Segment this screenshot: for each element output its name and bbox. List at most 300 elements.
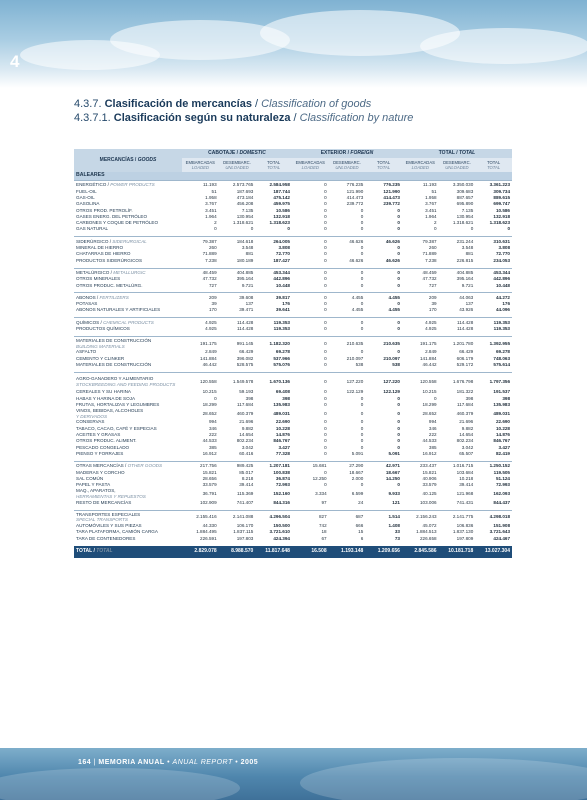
- table-cell: 12.250: [312, 475, 327, 481]
- table-cell: 2.155.416: [182, 510, 219, 523]
- table-cell: 10.586: [495, 207, 510, 213]
- table-cell: 1.514: [365, 510, 402, 523]
- table-cell: 1.958: [425, 194, 437, 200]
- total-cell: 2.845.586: [402, 546, 439, 558]
- table-cell: 3.767: [205, 201, 217, 207]
- table-cell: 7.135: [241, 207, 254, 213]
- goods-column-header: MERCANCÍAS / GOODS: [74, 149, 182, 172]
- total-cell: 8.988.570: [219, 546, 256, 558]
- table-cell: 117.684: [237, 401, 254, 407]
- table-cell: 991.145: [219, 336, 256, 349]
- table-cell: 210.635: [329, 336, 366, 349]
- table-cell: 3.042: [241, 444, 254, 450]
- table-cell: 0: [360, 251, 364, 257]
- table-cell: 844.437: [493, 499, 510, 505]
- table-cell: 414.473: [346, 194, 364, 200]
- row-label: CEREALES Y SU HARINA: [76, 389, 131, 395]
- footer-text: 164 | MEMORIA ANUAL • ANUAL REPORT • 2005: [78, 759, 259, 766]
- table-cell: 222: [208, 432, 217, 438]
- table-cell: 1.964: [205, 213, 217, 219]
- table-cell: 0: [397, 251, 400, 257]
- table-cell: 226.658: [419, 535, 437, 541]
- table-cell: 260: [428, 245, 437, 251]
- table-cell: 209: [402, 293, 439, 301]
- table-cell: 0: [397, 220, 400, 226]
- table-cell: 127.220: [329, 373, 366, 390]
- table-cell: 748.063: [493, 355, 510, 361]
- row-label: VINOS, BEBIDAS, ALCOHOLES Y DERIVADOS: [76, 407, 144, 419]
- table-cell: 0: [324, 220, 327, 226]
- table-cell: 4.925: [205, 325, 217, 331]
- total-cell: 11.817.648: [255, 546, 292, 558]
- table-cell: 120.558: [402, 373, 439, 390]
- table-cell: 844.316: [273, 499, 290, 505]
- table-cell: 141.884: [200, 355, 217, 361]
- table-cell: 398: [502, 395, 510, 401]
- table-cell: 117.684: [456, 401, 474, 407]
- table-cell: 10.228: [275, 425, 290, 431]
- table-cell: 39.414: [239, 482, 254, 488]
- table-cell: 3.361.223: [475, 181, 512, 189]
- table-cell: 0: [360, 301, 364, 307]
- row-label: METALÚRGICO / METALLURGIC: [74, 268, 182, 276]
- table-cell: 72.770: [495, 251, 510, 257]
- row-label: AGRO-GANADERO Y ALIMENTARIO STOCKBREEDING AND FEEDING PRODUCTS: [74, 373, 182, 390]
- table-cell: 0: [292, 318, 329, 326]
- table-cell: 1.676.798: [439, 373, 476, 390]
- table-cell: 46.442: [422, 362, 437, 368]
- table-cell: 28.656: [202, 475, 217, 481]
- table-cell: 0: [324, 251, 327, 257]
- table-cell: 989.425: [219, 461, 256, 469]
- table-cell: 528.575: [236, 362, 254, 368]
- table-cell: 4.455: [365, 293, 402, 301]
- footer-page-number: 164: [78, 759, 92, 766]
- table-cell: 197.809: [456, 535, 474, 541]
- table-cell: 460.379: [456, 410, 474, 416]
- table-cell: 48.459: [182, 268, 219, 276]
- category-row: [74, 237, 512, 245]
- table-cell: 0: [324, 194, 327, 200]
- header-sky-banner: [0, 0, 587, 88]
- table-cell: 0: [324, 432, 327, 438]
- table-cell: 776.235: [365, 181, 402, 189]
- row-label: POTASAS: [76, 301, 98, 307]
- table-cell: 170: [208, 307, 217, 313]
- table-cell: 0: [287, 226, 290, 232]
- table-cell: 0: [360, 410, 364, 416]
- table-cell: 51: [211, 188, 217, 194]
- table-cell: 7.135: [461, 207, 474, 213]
- table-cell: 575.614: [493, 362, 510, 368]
- footer-title-es: MEMORIA ANUAL: [98, 759, 165, 766]
- table-cell: 0: [397, 325, 400, 331]
- row-label: TABACO, CACAO, CAFÉ Y ESPECIAS: [76, 425, 157, 431]
- table-cell: 0: [397, 301, 400, 307]
- footer-year: 2005: [240, 759, 259, 766]
- table-cell: 0: [397, 245, 400, 251]
- table-cell: 0: [360, 438, 364, 444]
- table-cell: 46.626: [385, 257, 400, 263]
- table-cell: 0: [324, 419, 327, 425]
- table-cell: 309.683: [456, 188, 474, 194]
- table-cell: 424.394: [273, 535, 290, 541]
- table-cell: 1.182.320: [255, 336, 292, 349]
- table-cell: 699.747: [493, 201, 510, 207]
- table-cell: 114.428: [219, 318, 256, 326]
- table-cell: 47.732: [202, 276, 217, 282]
- table-cell: 4.925: [182, 318, 219, 326]
- table-cell: 727: [208, 282, 217, 288]
- row-label: GAS-OIL: [76, 194, 95, 200]
- row-label: CHATARRAS DE HIERRO: [76, 251, 131, 257]
- table-cell: 889.615: [493, 194, 510, 200]
- table-cell: 121.968: [456, 490, 474, 496]
- table-cell: 187.744: [273, 188, 290, 194]
- table-cell: 881: [245, 251, 254, 257]
- table-cell: 346: [208, 425, 217, 431]
- row-label: PRODUCTOS QUÍMICOS: [76, 325, 130, 331]
- table-cell: 1.318.621: [452, 220, 474, 226]
- table-cell: 5.091: [388, 450, 400, 456]
- table-cell: 222: [428, 432, 437, 438]
- table-cell: 39: [211, 301, 217, 307]
- table-cell: 10.448: [495, 282, 510, 288]
- table-cell: 442.896: [273, 276, 290, 282]
- table-cell: 1.392.955: [475, 336, 512, 349]
- table-cell: 0: [360, 325, 364, 331]
- table-cell: 309.734: [493, 188, 510, 194]
- total-cell: 10.181.718: [439, 546, 476, 558]
- table-cell: 176: [502, 301, 510, 307]
- table-cell: 0: [470, 226, 474, 232]
- heading-classification-nature: 4.3.7.1. Clasificación según su naturaleza / Classification by nature: [74, 112, 414, 124]
- row-label: ABONOS NATURALES Y ARTIFICIALES: [76, 307, 161, 313]
- category-row: [74, 318, 512, 326]
- table-cell: 10.215: [202, 389, 217, 395]
- table-cell: 0: [214, 395, 217, 401]
- table-cell: 695.890: [456, 201, 474, 207]
- row-label: OTROS PROD. PETROLÍF.: [76, 207, 133, 213]
- table-cell: 0: [324, 301, 327, 307]
- table-cell: 473.184: [236, 194, 254, 200]
- grand-total-row: [74, 546, 512, 558]
- table-cell: 119.505: [493, 469, 510, 475]
- table-cell: 6: [360, 535, 364, 541]
- table-cell: 395.164: [456, 276, 474, 282]
- table-cell: 33.579: [202, 482, 217, 488]
- table-cell: 42.971: [365, 461, 402, 469]
- table-cell: 0: [507, 226, 510, 232]
- table-cell: 0: [329, 268, 366, 276]
- table-cell: 0: [324, 307, 327, 313]
- table-cell: 881: [465, 251, 474, 257]
- group-header-domestic: CABOTAJE / DOMESTIC: [182, 149, 292, 158]
- table-cell: 10.215: [422, 389, 437, 395]
- table-cell: 44.096: [495, 307, 510, 313]
- table-cell: 0: [360, 282, 364, 288]
- table-row: [74, 488, 512, 499]
- total-label: TOTAL / TOTAL: [74, 546, 182, 558]
- row-label: ACEITES Y GRASAS: [76, 432, 121, 438]
- table-cell: 4.455: [329, 293, 366, 301]
- table-cell: 4.455: [351, 307, 364, 313]
- table-cell: 0: [360, 419, 364, 425]
- subcolumn-header: EMBARCADAS LOADED: [402, 158, 439, 172]
- table-cell: 0: [324, 410, 327, 416]
- table-cell: 127.220: [365, 373, 402, 390]
- table-cell: 1.884.513: [416, 529, 437, 535]
- table-cell: 0: [397, 432, 400, 438]
- table-cell: 122.129: [346, 389, 364, 395]
- subcolumn-header: DESEMBARC. UNLOADED: [439, 158, 476, 172]
- row-label: OTRAS MERCANCÍAS / OTHER GOODS: [74, 461, 182, 469]
- row-label: SAL COMÚN: [76, 475, 104, 481]
- row-label: MATERIALES DE CONSTRUCCIÓN: [76, 362, 152, 368]
- table-cell: 137: [465, 301, 474, 307]
- table-cell: 132.918: [493, 213, 510, 219]
- table-cell: 18.299: [422, 401, 437, 407]
- table-cell: 2.141.088: [219, 510, 256, 523]
- row-label: SIDERÚRGICO / SIDERURGICAL: [74, 237, 182, 245]
- row-label: AUTOMÓVILES Y SUS PIEZAS: [76, 523, 142, 529]
- table-cell: 776.235: [329, 181, 366, 189]
- table-cell: 0: [324, 469, 327, 475]
- table-cell: 151.908: [493, 523, 510, 529]
- table-cell: 1.318.621: [232, 220, 254, 226]
- table-cell: 0: [324, 355, 327, 361]
- table-cell: 239.772: [346, 201, 364, 207]
- table-cell: 0: [360, 432, 364, 438]
- table-cell: 120.558: [182, 373, 219, 390]
- table-cell: 2.584.958: [255, 181, 292, 189]
- table-cell: 1.837.115: [233, 529, 254, 535]
- table-cell: 210.097: [383, 355, 400, 361]
- table-cell: 0: [360, 349, 364, 355]
- table-cell: 130.954: [456, 213, 474, 219]
- table-cell: 9.721: [461, 282, 474, 288]
- table-cell: 0: [292, 268, 329, 276]
- table-cell: 396.082: [236, 355, 254, 361]
- table-cell: 66.429: [459, 349, 474, 355]
- table-cell: 0: [324, 438, 327, 444]
- table-cell: 460.379: [236, 410, 254, 416]
- table-cell: 846.767: [273, 438, 290, 444]
- table-cell: 3.808: [498, 245, 510, 251]
- table-cell: 4.455: [388, 307, 400, 313]
- table-cell: 100.838: [273, 469, 290, 475]
- table-cell: 6.599: [351, 490, 364, 496]
- row-label: MADERAS Y CORCHO: [76, 469, 125, 475]
- table-cell: 11.193: [182, 181, 219, 189]
- table-cell: 0: [324, 257, 327, 263]
- row-label: HABAS Y HARINA DE SOJA: [76, 395, 136, 401]
- table-cell: 191.537: [493, 389, 510, 395]
- table-cell: 3.427: [278, 444, 290, 450]
- row-label: OTROS PRODUC. METALÚRG.: [76, 282, 143, 288]
- table-cell: 170: [428, 307, 437, 313]
- table-cell: 687: [329, 510, 366, 523]
- table-cell: 15: [358, 529, 364, 535]
- table-cell: 0: [292, 293, 329, 301]
- table-cell: 197.803: [236, 535, 254, 541]
- table-cell: 0: [292, 373, 329, 390]
- table-cell: 0: [324, 201, 327, 207]
- table-cell: 39.414: [459, 482, 474, 488]
- table-cell: 0: [434, 226, 437, 232]
- row-label: PRODUCTOS SIDERÚRGICOS: [76, 257, 143, 263]
- row-label: GASOLINA: [76, 201, 100, 207]
- table-cell: 4.298.018: [475, 510, 512, 523]
- table-cell: 310.631: [475, 237, 512, 245]
- row-label: OTROS PRODUC. ALIMENT.: [76, 438, 137, 444]
- group-header-total: TOTAL / TOTAL: [402, 149, 512, 158]
- table-cell: 14.654: [459, 432, 474, 438]
- table-cell: 18.667: [349, 469, 364, 475]
- row-label: OTROS MINERALES: [76, 276, 121, 282]
- row-label: CONSERVAS: [76, 419, 105, 425]
- table-cell: 45.072: [422, 523, 437, 529]
- category-row: [74, 181, 512, 189]
- table-cell: 14.876: [495, 432, 510, 438]
- table-cell: 385: [208, 444, 217, 450]
- table-cell: 14.250: [385, 475, 400, 481]
- table-cell: 0: [397, 276, 400, 282]
- table-cell: 85.017: [239, 469, 254, 475]
- table-cell: 77.328: [275, 450, 290, 456]
- table-cell: 16.912: [422, 450, 437, 456]
- table-cell: 48.459: [402, 268, 439, 276]
- row-label: MATERIALES DE CONSTRUCCIÓN BUILDING MATERIALS: [74, 336, 182, 349]
- table-cell: 0: [324, 389, 327, 395]
- table-cell: 1.408: [388, 523, 400, 529]
- table-cell: 1.549.578: [219, 373, 256, 390]
- table-cell: 18: [321, 529, 327, 535]
- table-cell: 162.093: [493, 490, 510, 496]
- table-cell: 43.926: [459, 307, 474, 313]
- table-cell: 234.053: [493, 257, 510, 263]
- table-cell: 119.353: [475, 318, 512, 326]
- table-cell: 489.031: [273, 410, 290, 416]
- subcolumn-header: TOTAL TOTAL: [475, 158, 512, 172]
- table-cell: 22.690: [495, 419, 510, 425]
- table-cell: 0: [324, 362, 327, 368]
- table-cell: 2.141.775: [439, 510, 476, 523]
- table-cell: 51: [431, 188, 437, 194]
- table-cell: 1.207.181: [255, 461, 292, 469]
- section-headings: [74, 97, 413, 125]
- table-cell: 398: [245, 395, 254, 401]
- table-cell: 0: [292, 336, 329, 349]
- table-cell: 0: [324, 395, 327, 401]
- row-label: GASES ENERG. DEL PETRÓLEO: [76, 213, 148, 219]
- row-label: PIENSO Y FORRAJES: [76, 450, 124, 456]
- row-label: MAQ., APARATOS, HERRAMIENTAS Y REPUESTOS: [76, 488, 146, 499]
- table-cell: 59.193: [239, 389, 254, 395]
- table-cell: 209: [182, 293, 219, 301]
- table-cell: 137: [245, 301, 254, 307]
- table-cell: 7.238: [205, 257, 217, 263]
- table-cell: 0: [324, 276, 327, 282]
- table-cell: 453.344: [255, 268, 292, 276]
- table-cell: 9.933: [388, 490, 400, 496]
- table-cell: 0: [360, 482, 364, 488]
- table-cell: 3.427: [498, 444, 510, 450]
- table-cell: 24: [358, 499, 364, 505]
- table-cell: 3.721.643: [489, 529, 510, 535]
- table-cell: 802.234: [456, 438, 474, 444]
- row-label: PAPEL Y PASTA: [76, 482, 111, 488]
- table-cell: 0: [324, 213, 327, 219]
- subcolumn-header: EMBARCADAS LOADED: [292, 158, 329, 172]
- table-cell: 442.896: [493, 276, 510, 282]
- table-cell: 210.097: [346, 355, 364, 361]
- table-cell: 73: [394, 535, 400, 541]
- table-cell: 0: [292, 237, 329, 245]
- row-label: FRUTAS, HORTALIZAS Y LEGUMBRES: [76, 401, 160, 407]
- table-cell: 994: [428, 419, 437, 425]
- table-cell: 46.442: [202, 362, 217, 368]
- table-cell: 132.918: [273, 213, 290, 219]
- table-row: [74, 408, 512, 419]
- table-cell: 742: [318, 523, 327, 529]
- total-cell: 16.508: [292, 546, 329, 558]
- table-cell: 887.657: [456, 194, 474, 200]
- table-cell: 121.990: [346, 188, 364, 194]
- table-cell: 36.791: [202, 490, 217, 496]
- table-cell: 114.428: [439, 318, 476, 326]
- table-cell: 102.909: [200, 499, 217, 505]
- subcolumn-header: TOTAL TOTAL: [255, 158, 292, 172]
- category-row: [74, 336, 512, 349]
- table-cell: 0: [324, 482, 327, 488]
- table-cell: 1.318.623: [269, 220, 290, 226]
- table-cell: 7.238: [425, 257, 437, 263]
- heading-classification-goods: 4.3.7. Clasificación de mercancías / Classification of goods: [74, 98, 372, 110]
- table-cell: 210.635: [365, 336, 402, 349]
- table-cell: 119.353: [255, 318, 292, 326]
- table-cell: 0: [324, 226, 327, 232]
- table-cell: 103.684: [456, 469, 474, 475]
- table-cell: 16.912: [202, 450, 217, 456]
- table-cell: 2.000: [351, 475, 364, 481]
- table-cell: 395.164: [236, 276, 254, 282]
- table-cell: 827: [292, 510, 329, 523]
- table-cell: 79.387: [402, 237, 439, 245]
- table-cell: 459.975: [273, 201, 290, 207]
- table-cell: 226.591: [200, 535, 217, 541]
- table-cell: 538: [392, 362, 400, 368]
- table-cell: 2: [434, 220, 437, 226]
- table-cell: 72.993: [275, 482, 290, 488]
- table-cell: 14.876: [275, 432, 290, 438]
- table-cell: 404.885: [219, 268, 256, 276]
- table-cell: 10.218: [459, 475, 474, 481]
- goods-table-container: [74, 149, 512, 558]
- table-cell: 11.193: [402, 181, 439, 189]
- subcolumn-header: TOTAL TOTAL: [365, 158, 402, 172]
- table-cell: 0: [360, 401, 364, 407]
- table-cell: 239.772: [383, 201, 400, 207]
- table-cell: 666: [355, 523, 364, 529]
- table-cell: 176: [282, 301, 290, 307]
- total-cell: 2.829.078: [182, 546, 219, 558]
- table-cell: 44.533: [202, 438, 217, 444]
- table-cell: 135.983: [273, 401, 290, 407]
- table-cell: 40.906: [422, 475, 437, 481]
- table-cell: 184.618: [219, 237, 256, 245]
- table-cell: 0: [292, 181, 329, 189]
